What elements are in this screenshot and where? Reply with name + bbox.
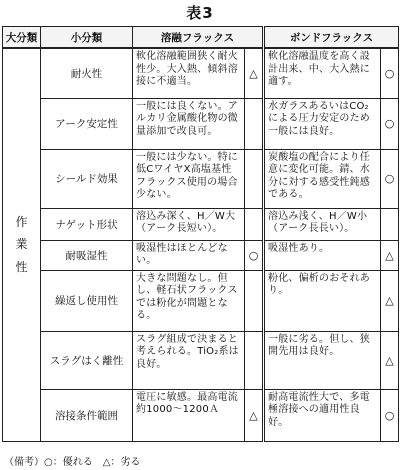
bonded-desc: 吸湿性あり。: [264, 240, 381, 270]
bonded-mark: ○: [381, 149, 399, 208]
fused-desc: 一般には少ない。特に低CワイヤX高塩基性フラックス使用の場合少ない。: [133, 149, 245, 208]
header-major-category: 大分類: [3, 27, 41, 49]
bonded-mark: △: [381, 331, 399, 389]
fused-mark: △: [245, 48, 264, 98]
table-row: [3, 270, 399, 331]
fused-desc: 溶込み深く、H／W大（アーク長短い）。: [133, 208, 245, 240]
category-char: 作: [15, 214, 28, 229]
row-item: ナゲット形状: [41, 208, 133, 240]
table-row: [3, 331, 399, 389]
bonded-desc: 水ガラスあるいはCO₂による圧力安定のため一般には良好。: [264, 98, 381, 149]
header-bonded-flux: ボンドフラックス: [264, 27, 399, 49]
fused-mark: △: [245, 389, 264, 441]
bonded-desc: 一般に劣る。但し、狭開先用は良好。: [264, 331, 381, 389]
header-fused-flux: 溶融フラックス: [133, 27, 264, 49]
bonded-desc: 軟化溶融温度を高く設計出来、中、大入熱に適す。: [264, 48, 381, 98]
row-item: アーク安定性: [41, 98, 133, 149]
table-row: [3, 208, 399, 240]
bonded-mark: [381, 208, 399, 240]
fused-desc: 吸湿性はほとんどない。: [133, 240, 245, 270]
table-title: 表3: [186, 4, 214, 22]
major-category-cell: [3, 48, 41, 441]
header-row: [3, 27, 399, 49]
legend-note: （備考）○：優れる △：劣る: [4, 457, 141, 468]
row-item: 溶接条件範囲: [41, 389, 133, 441]
row-item: 繰返し使用性: [41, 270, 133, 331]
fused-mark: [245, 149, 264, 208]
bonded-desc: 耐高電流性大で、多電極溶接への適用性良好。: [264, 389, 381, 441]
fused-mark: [245, 98, 264, 149]
bonded-desc: 炭酸塩の配合により任意に変化可能。錆、水分に対する感受性鈍感である。: [264, 149, 381, 208]
row-item: スラグはく離性: [41, 331, 133, 389]
row-item: 耐吸湿性: [41, 240, 133, 270]
bonded-mark: △: [381, 240, 399, 270]
bonded-mark: △: [381, 270, 399, 331]
fused-mark: [245, 331, 264, 389]
fused-desc: 電圧に敏感。最高電流約1000～1200Ａ: [133, 389, 245, 441]
category-char: 性: [15, 260, 28, 275]
header-minor-category: 小分類: [41, 27, 133, 49]
table-row: [3, 240, 399, 270]
category-char: 業: [15, 237, 28, 252]
fused-desc: 軟化溶融範囲狭く耐火性少。大入熱、傾斜溶接に不適当。: [133, 48, 245, 98]
bonded-mark: ○: [381, 98, 399, 149]
table-row: [3, 149, 399, 208]
table-row: [3, 98, 399, 149]
fused-mark: [245, 208, 264, 240]
bonded-mark: ○: [381, 48, 399, 98]
bonded-desc: 溶込み浅く、H／W小（アーク長長い）。: [264, 208, 381, 240]
bonded-desc: 粉化、偏析のおそれあり。: [264, 270, 381, 331]
fused-mark: ○: [245, 240, 264, 270]
bonded-mark: ○: [381, 389, 399, 441]
flux-comparison-table: [2, 26, 399, 442]
row-item: シールド効果: [41, 149, 133, 208]
fused-desc: 一般には良くない。アルカリ金属酸化物の微量添加で改良可。: [133, 98, 245, 149]
row-item: 耐火性: [41, 48, 133, 98]
fused-desc: スラグ組成で決まると考えられる。TiO₂系は良好。: [133, 331, 245, 389]
fused-desc: 大きな問題なし。但し、軽石状フラックスでは粉化が問題となる。: [133, 270, 245, 331]
table-row: [3, 48, 399, 98]
fused-mark: [245, 270, 264, 331]
table-row: [3, 389, 399, 441]
